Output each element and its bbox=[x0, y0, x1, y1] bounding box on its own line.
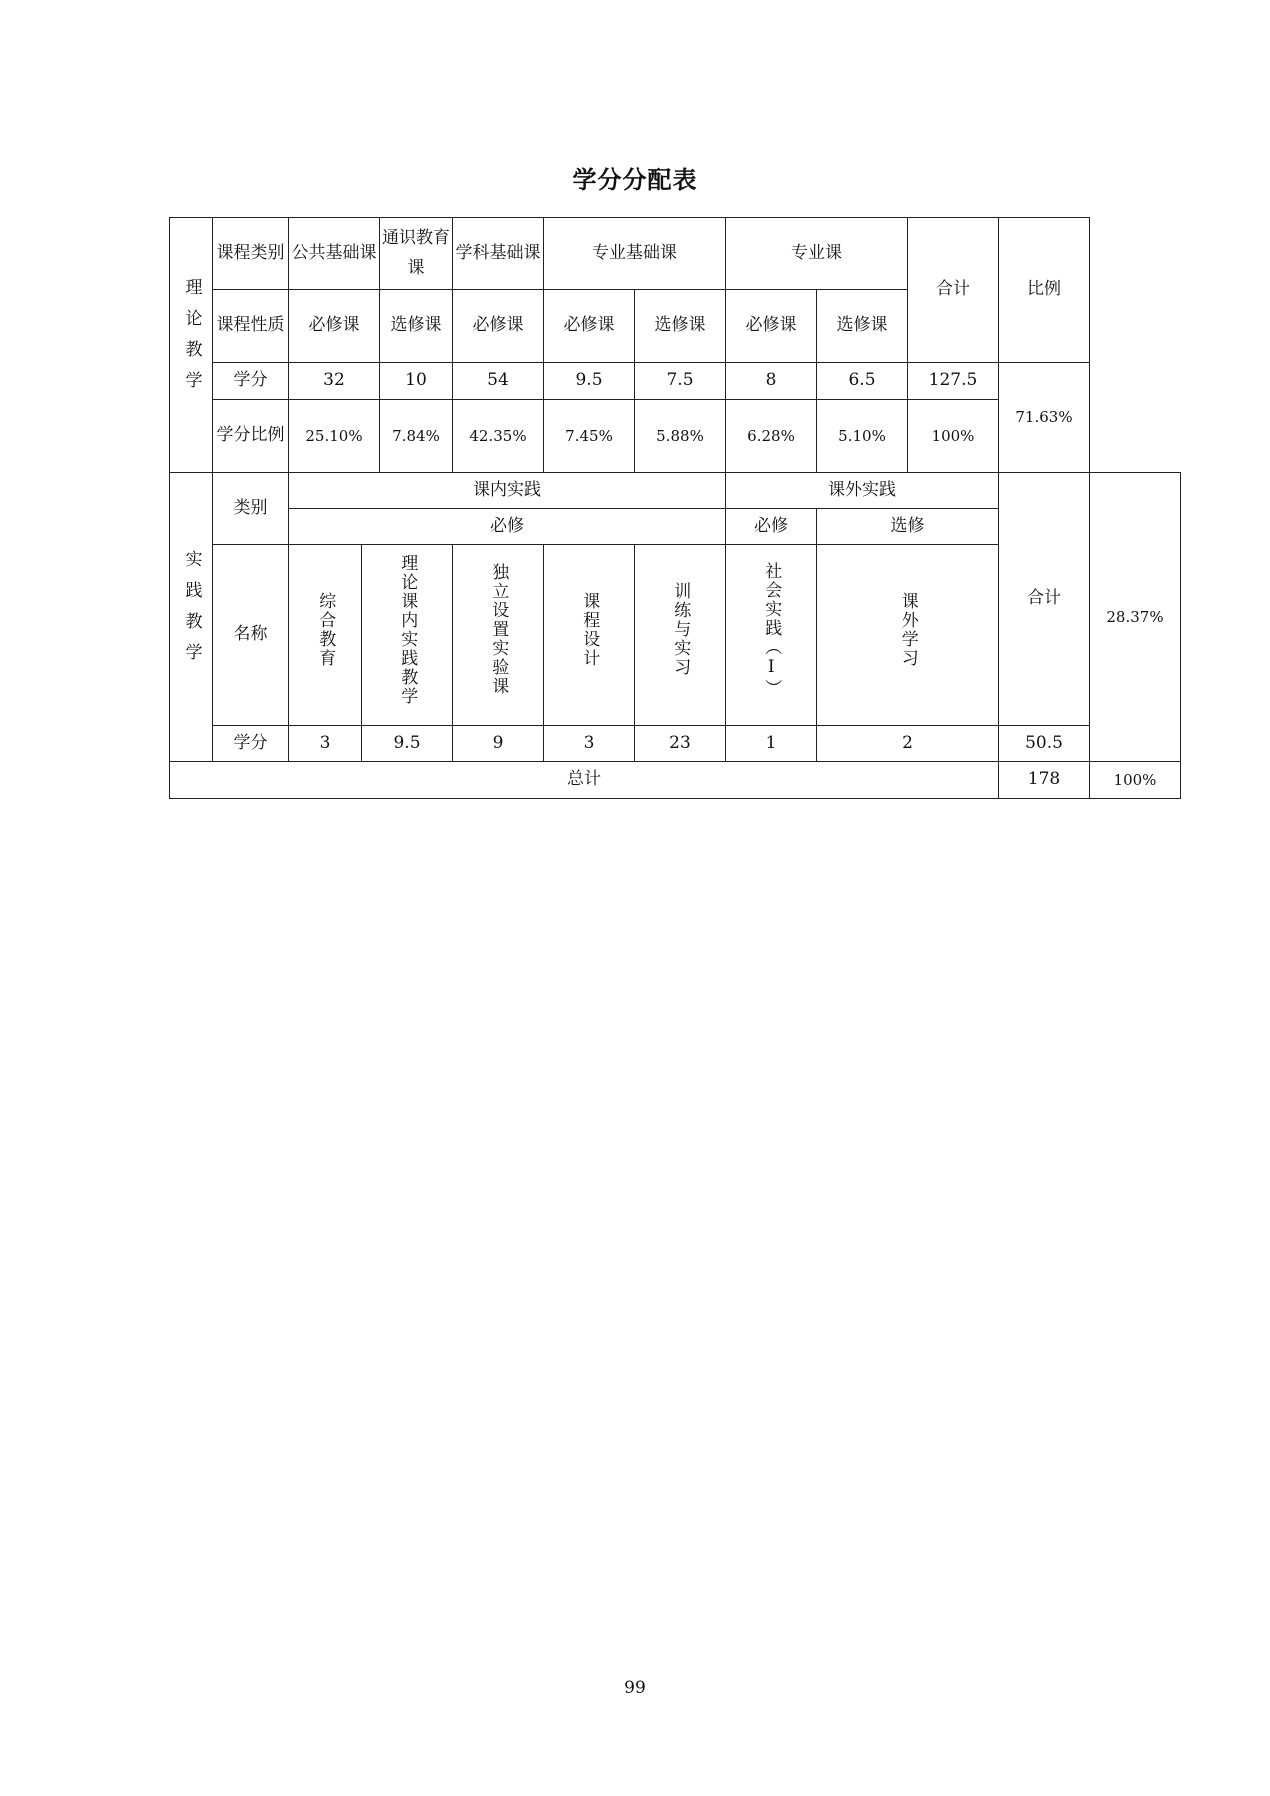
practice-credit-cell: 9 bbox=[453, 726, 544, 762]
theory-total-ratio: 100% bbox=[908, 400, 999, 473]
practice-credit-cell: 3 bbox=[544, 726, 635, 762]
ratio-cell: 5.88% bbox=[635, 400, 726, 473]
theory-category-row bbox=[170, 218, 1181, 290]
nature-cell: 必修课 bbox=[289, 290, 380, 363]
theory-credits-row bbox=[170, 363, 1181, 400]
category-general-education: 通识教育课 bbox=[380, 218, 453, 290]
category-major-basic: 专业基础课 bbox=[544, 218, 726, 290]
credit-cell: 9.5 bbox=[544, 363, 635, 400]
practice-section-label: 实践教学 bbox=[170, 473, 213, 762]
practice-item: 课外学习 bbox=[817, 545, 999, 726]
credit-cell: 7.5 bbox=[635, 363, 726, 400]
practice-group-row bbox=[170, 473, 1181, 509]
type-out-elective: 选修 bbox=[817, 509, 999, 545]
row-label-practice-credits: 学分 bbox=[213, 726, 289, 762]
practice-credit-cell: 1 bbox=[726, 726, 817, 762]
nature-cell: 必修课 bbox=[453, 290, 544, 363]
practice-credit-cell: 23 bbox=[635, 726, 726, 762]
row-label-ratio: 学分比例 bbox=[213, 400, 289, 473]
nature-cell: 选修课 bbox=[635, 290, 726, 363]
credit-cell: 10 bbox=[380, 363, 453, 400]
ratio-cell: 25.10% bbox=[289, 400, 380, 473]
theory-section-label: 理论教学 bbox=[170, 218, 213, 473]
theory-total-credits: 127.5 bbox=[908, 363, 999, 400]
type-out-required: 必修 bbox=[726, 509, 817, 545]
credit-allocation-table bbox=[169, 217, 1181, 799]
theory-total-header: 合计 bbox=[908, 218, 999, 363]
practice-total-credits: 50.5 bbox=[999, 726, 1090, 762]
ratio-cell: 6.28% bbox=[726, 400, 817, 473]
group-out-class: 课外实践 bbox=[726, 473, 999, 509]
grand-total-label: 总计 bbox=[170, 762, 999, 799]
credit-cell: 54 bbox=[453, 363, 544, 400]
row-label-category: 课程类别 bbox=[213, 218, 289, 290]
group-in-class: 课内实践 bbox=[289, 473, 726, 509]
nature-cell: 必修课 bbox=[726, 290, 817, 363]
credit-cell: 32 bbox=[289, 363, 380, 400]
nature-cell: 选修课 bbox=[817, 290, 908, 363]
page-title: 学分分配表 bbox=[572, 166, 698, 194]
credit-cell: 8 bbox=[726, 363, 817, 400]
practice-item: 训练与实习 bbox=[635, 545, 726, 726]
practice-section-ratio: 28.37% bbox=[1090, 473, 1181, 762]
grand-total-row bbox=[170, 762, 1181, 799]
practice-item: 综合教育 bbox=[289, 545, 362, 726]
nature-cell: 必修课 bbox=[544, 290, 635, 363]
category-public-basic: 公共基础课 bbox=[289, 218, 380, 290]
practice-item: 社会实践（Ⅰ） bbox=[726, 545, 817, 726]
practice-total-header: 合计 bbox=[999, 473, 1090, 726]
practice-item: 课程设计 bbox=[544, 545, 635, 726]
grand-total-credits: 178 bbox=[999, 762, 1090, 799]
ratio-cell: 5.10% bbox=[817, 400, 908, 473]
practice-credit-cell: 9.5 bbox=[362, 726, 453, 762]
theory-ratio-header: 比例 bbox=[999, 218, 1090, 363]
row-label-name: 名称 bbox=[213, 545, 289, 726]
type-in-required: 必修 bbox=[289, 509, 726, 545]
grand-total-ratio: 100% bbox=[1090, 762, 1181, 799]
practice-credit-cell: 2 bbox=[817, 726, 999, 762]
credit-cell: 6.5 bbox=[817, 363, 908, 400]
ratio-cell: 7.84% bbox=[380, 400, 453, 473]
practice-item: 理论课内实践教学 bbox=[362, 545, 453, 726]
ratio-cell: 7.45% bbox=[544, 400, 635, 473]
theory-section-ratio: 71.63% bbox=[999, 363, 1090, 473]
row-label-nature: 课程性质 bbox=[213, 290, 289, 363]
category-major: 专业课 bbox=[726, 218, 908, 290]
page-number: 99 bbox=[624, 1678, 646, 1698]
ratio-cell: 42.35% bbox=[453, 400, 544, 473]
row-label-practice-category: 类别 bbox=[213, 473, 289, 545]
practice-item: 独立设置实验课 bbox=[453, 545, 544, 726]
practice-credit-cell: 3 bbox=[289, 726, 362, 762]
category-discipline-basic: 学科基础课 bbox=[453, 218, 544, 290]
row-label-credits: 学分 bbox=[213, 363, 289, 400]
nature-cell: 选修课 bbox=[380, 290, 453, 363]
practice-credits-row bbox=[170, 726, 1181, 762]
